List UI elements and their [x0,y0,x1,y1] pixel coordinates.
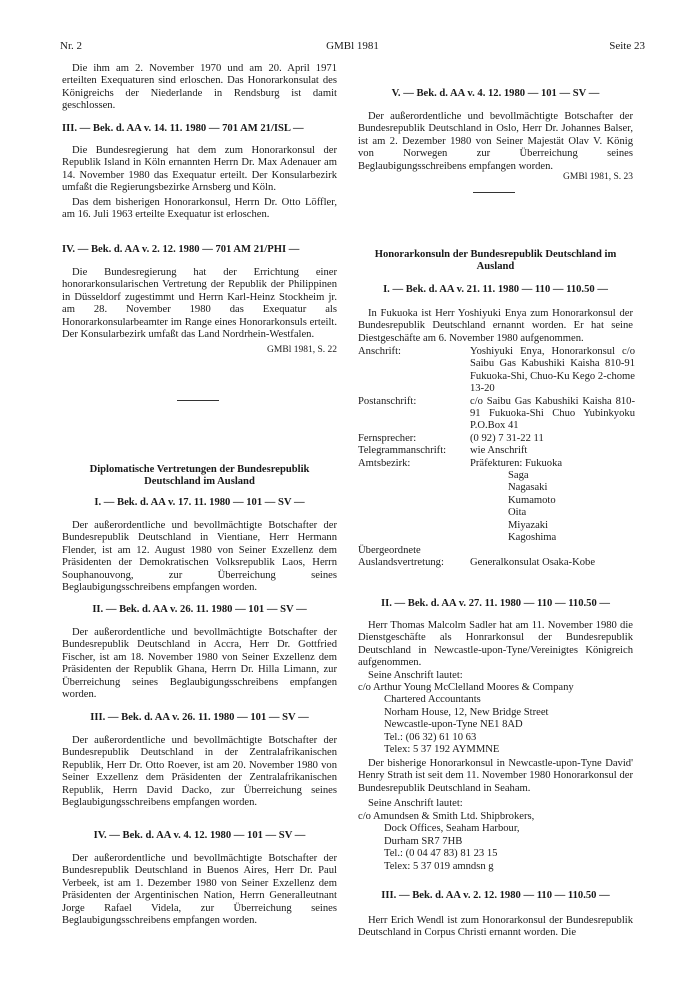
page-header [60,40,645,54]
prefecture: Saga [508,470,529,482]
section-heading: I. — Bek. d. AA v. 21. 11. 1980 — 110 — 110.50 — [383,284,608,295]
address-line: Norham House, 12, New Bridge Street [384,706,549,718]
field-value: wie Anschrift [470,445,528,457]
chapter-title: Diplomatische Vertretungen der Bundesrepublik Deutschland im Ausland [89,464,310,488]
label-line: Übergeordnete [358,544,421,556]
reference: GMBl 1981, S. 23 [563,172,633,182]
reference: GMBl 1981, S. 22 [267,345,337,355]
prefecture: Kagoshima [508,532,557,544]
field-label: Anschrift: [358,346,401,357]
divider [177,400,219,401]
address-line: Dock Offices, Seaham Harbour, [384,823,520,835]
publication-title: GMBl 1981 [326,40,379,52]
left-column [62,63,337,113]
paragraph: In Fukuoka ist Herr Yoshiyuki Enya zum Honorarkonsul der Bundesrepublik Deutschland ernannt worden. Er hat seine Diestgeschäfte am 6. November 1980 aufgenommen. [358,308,633,344]
address-line: c/o Arthur Young McClelland Moores & Company [358,682,574,693]
section-heading: II. — Bek. d. AA v. 27. 11. 1980 — 110 — 110.50 — [381,598,610,609]
section-heading: IV. — Bek. d. AA v. 2. 12. 1980 — 701 AM 21/PHI — [62,244,300,255]
address-block [358,811,633,873]
field-label: Amtsbezirk: [358,457,411,469]
field-label [358,545,466,570]
field-label: Fernsprecher: [358,432,417,444]
field-value: (0 92) 7 31-22 11 [470,432,544,444]
paragraph: Der außerordentliche und bevollmächtigte Botschafter der Bundesrepublik Deutschland in Buenos Aires, Herr Dr. Paul Verbeek, ist am 1. Dezember 1980 von Seiner Exzellenz dem Präsidenten der Argentinischen Nation, Herrn Generalleutnant Jorge Rafael Videla, zur Überreichung seines Beglaubigungsschreibens empfangen worden. [62,853,337,927]
paragraph: Die Bundesregierung hat der Errichtung einer honorarkonsularischen Vertretung der Republik der Philippinen in Düsseldorf zugestimmt und Herrn Karl-Heinz Stockheim jr. am 28. November 1980 das Exequatur als Honorarkonsularbeamter im Range eines Honorarkonsuls erteilt. Der Konsularbezirk umfaßt das Land Nordrhein-Westfalen. [62,267,337,341]
consulate-details [358,346,633,569]
address-line: Tel.: (06 32) 61 10 63 [384,731,477,743]
address-line: Chartered Accountants [384,694,481,706]
prefecture: Kumamoto [508,494,556,506]
field-value: Yoshiyuki Enya, Honorarkonsul c/o Saibu Gas Kabushiki Kaisha 810-91 Fukuoka-Shi, Chuo-Ku Kego 2-chome 13-20 [470,346,635,395]
paragraph: Der außerordentliche und bevollmächtigte Botschafter der Bundesrepublik Deutschland in der Zentralafrikanischen Republik, Herr Dr. Otto Roever, ist am 20. November 1980 von Seiner Exzellenz dem Präsidenten der Zentralafrikanischen Republik, Herrn David Dacko, zur Überreichung seines Beglaubigungsschreibens empfangen worden. [62,735,337,809]
address-line: Telex: 5 37 019 amndsn g [384,860,494,872]
paragraph: Die Bundesregierung hat dem zum Honorarkonsul der Republik Island in Köln ernannten Herrn Dr. Max Adenauer am 14. November 1980 das Exequatur erteilt. Der Konsularbezirk umfaßt die Regierungsbezirke Arnsberg und Köln. [62,145,337,194]
field-value [470,545,635,570]
prefecture: Nagasaki [508,482,548,494]
address-block [358,682,633,756]
paragraph: Das dem bisherigen Honorarkonsul, Herrn Dr. Otto Löffler, am 16. Juli 1963 erteilte Exequatur ist erloschen. [62,197,337,221]
section-heading: V. — Bek. d. AA v. 4. 12. 1980 — 101 — SV — [391,88,600,99]
paragraph: Herr Erich Wendl ist zum Honorarkonsul der Bundesrepublik Deutschland in Corpus Christi ernannt worden. Die [358,915,633,939]
section-heading: III. — Bek. d. AA v. 26. 11. 1980 — 101 — SV — [90,712,309,723]
address-line: Tel.: (0 04 47 83) 81 23 15 [384,848,498,860]
prefecture: Oita [508,507,527,519]
section-heading: I. — Bek. d. AA v. 17. 11. 1980 — 101 — SV — [94,497,305,508]
label-line: Auslandsvertretung: [358,556,444,568]
field-value [470,458,635,545]
issue-number: Nr. 2 [60,40,82,52]
address-line: Durham SR7 7HB [384,835,463,847]
address-line: Telex: 5 37 192 AYMMNE [384,744,500,756]
prefecture: Miyazaki [508,519,549,531]
page-number: Seite 23 [609,40,645,52]
divider [473,192,515,193]
section-heading: II. — Bek. d. AA v. 26. 11. 1980 — 101 — SV — [92,604,307,615]
field-label: Postanschrift: [358,395,417,407]
paragraph: Der außerordentliche und bevollmächtigte Botschafter der Bundesrepublik Deutschland in Oslo, Herr Dr. Johannes Balser, ist am 2. Dezember 1980 von Seiner Majestät Olav V. König von Norwegen zur Überreichung seines Beglaubigungsschreibens empfangen worden. [358,111,633,172]
field-label: Telegrammanschrift: [358,445,447,457]
address-line: c/o Amundsen & Smith Ltd. Shipbrokers, [358,811,535,822]
paragraph: Der außerordentliche und bevollmächtigte Botschafter der Bundesrepublik Deutschland in Vientiane, Herr Hermann Flender, ist am 12. August 1980 von Seiner Exzellenz dem Präsidenten der Demokratischen Volksrepublik Laos, Herrn Souphanouvong, zur Überreichung seines Beglaubigungsschreibens empfangen worden. [62,520,337,594]
section-heading: III. — Bek. d. AA v. 2. 12. 1980 — 110 — 110.50 — [381,890,610,901]
section-heading: III. — Bek. d. AA v. 14. 11. 1980 — 701 AM 21/ISL — [62,123,304,134]
address-label: Seine Anschrift lautet: [368,798,463,809]
field-value: c/o Saibu Gas Kabushiki Kaisha 810-91 Fukuoka-Shi Chuo Yubinkyoku P.O.Box 41 [470,395,635,432]
address-label: Seine Anschrift lautet: [368,670,463,681]
paragraph: Die ihm am 2. November 1970 und am 20. April 1971 erteilten Exequaturen sind erloschen. Das Honorarkonsulat des Königreichs der Niederlande in Rendsburg ist damit geschlossen. [62,63,337,112]
address-line: Newcastle-upon-Tyne NE1 8AD [384,719,523,731]
section-heading: IV. — Bek. d. AA v. 4. 12. 1980 — 101 — SV — [93,830,306,841]
paragraph: Herr Thomas Malcolm Sadler hat am 11. November 1980 die Dienstgeschäfte als Honrarkonsul der Bundesrepublik Deutschland in Newcastle-upon-Tyne/Vereinigtes Königreich aufgenommen. [358,620,633,669]
value-line: Generalkonsulat Osaka-Kobe [470,556,596,568]
chapter-title: Honorarkonsuln der Bundesrepublik Deutschland im Ausland [374,249,617,273]
paragraph: Der außerordentliche und bevollmächtigte Botschafter der Bundesrepublik Deutschland in Accra, Herr Dr. Gottfried Fischer, ist am 18. November 1980 von Seiner Exzellenz dem Präsidenten der Republik Ghana, Herrn Dr. Hilla Limann, zur Überreichung seines Beglaubigungsschreibens empfangen worden. [62,627,337,701]
paragraph: Der bisherige Honorarkonsul in Newcastle-upon-Tyne David' Henry Strath ist seit dem 11. November 1980 Honorarkonsul der Bundesrepublik Deutschland in Seaham. [358,758,633,794]
prefecture-main: Präfekturen: Fukuoka [470,457,563,469]
